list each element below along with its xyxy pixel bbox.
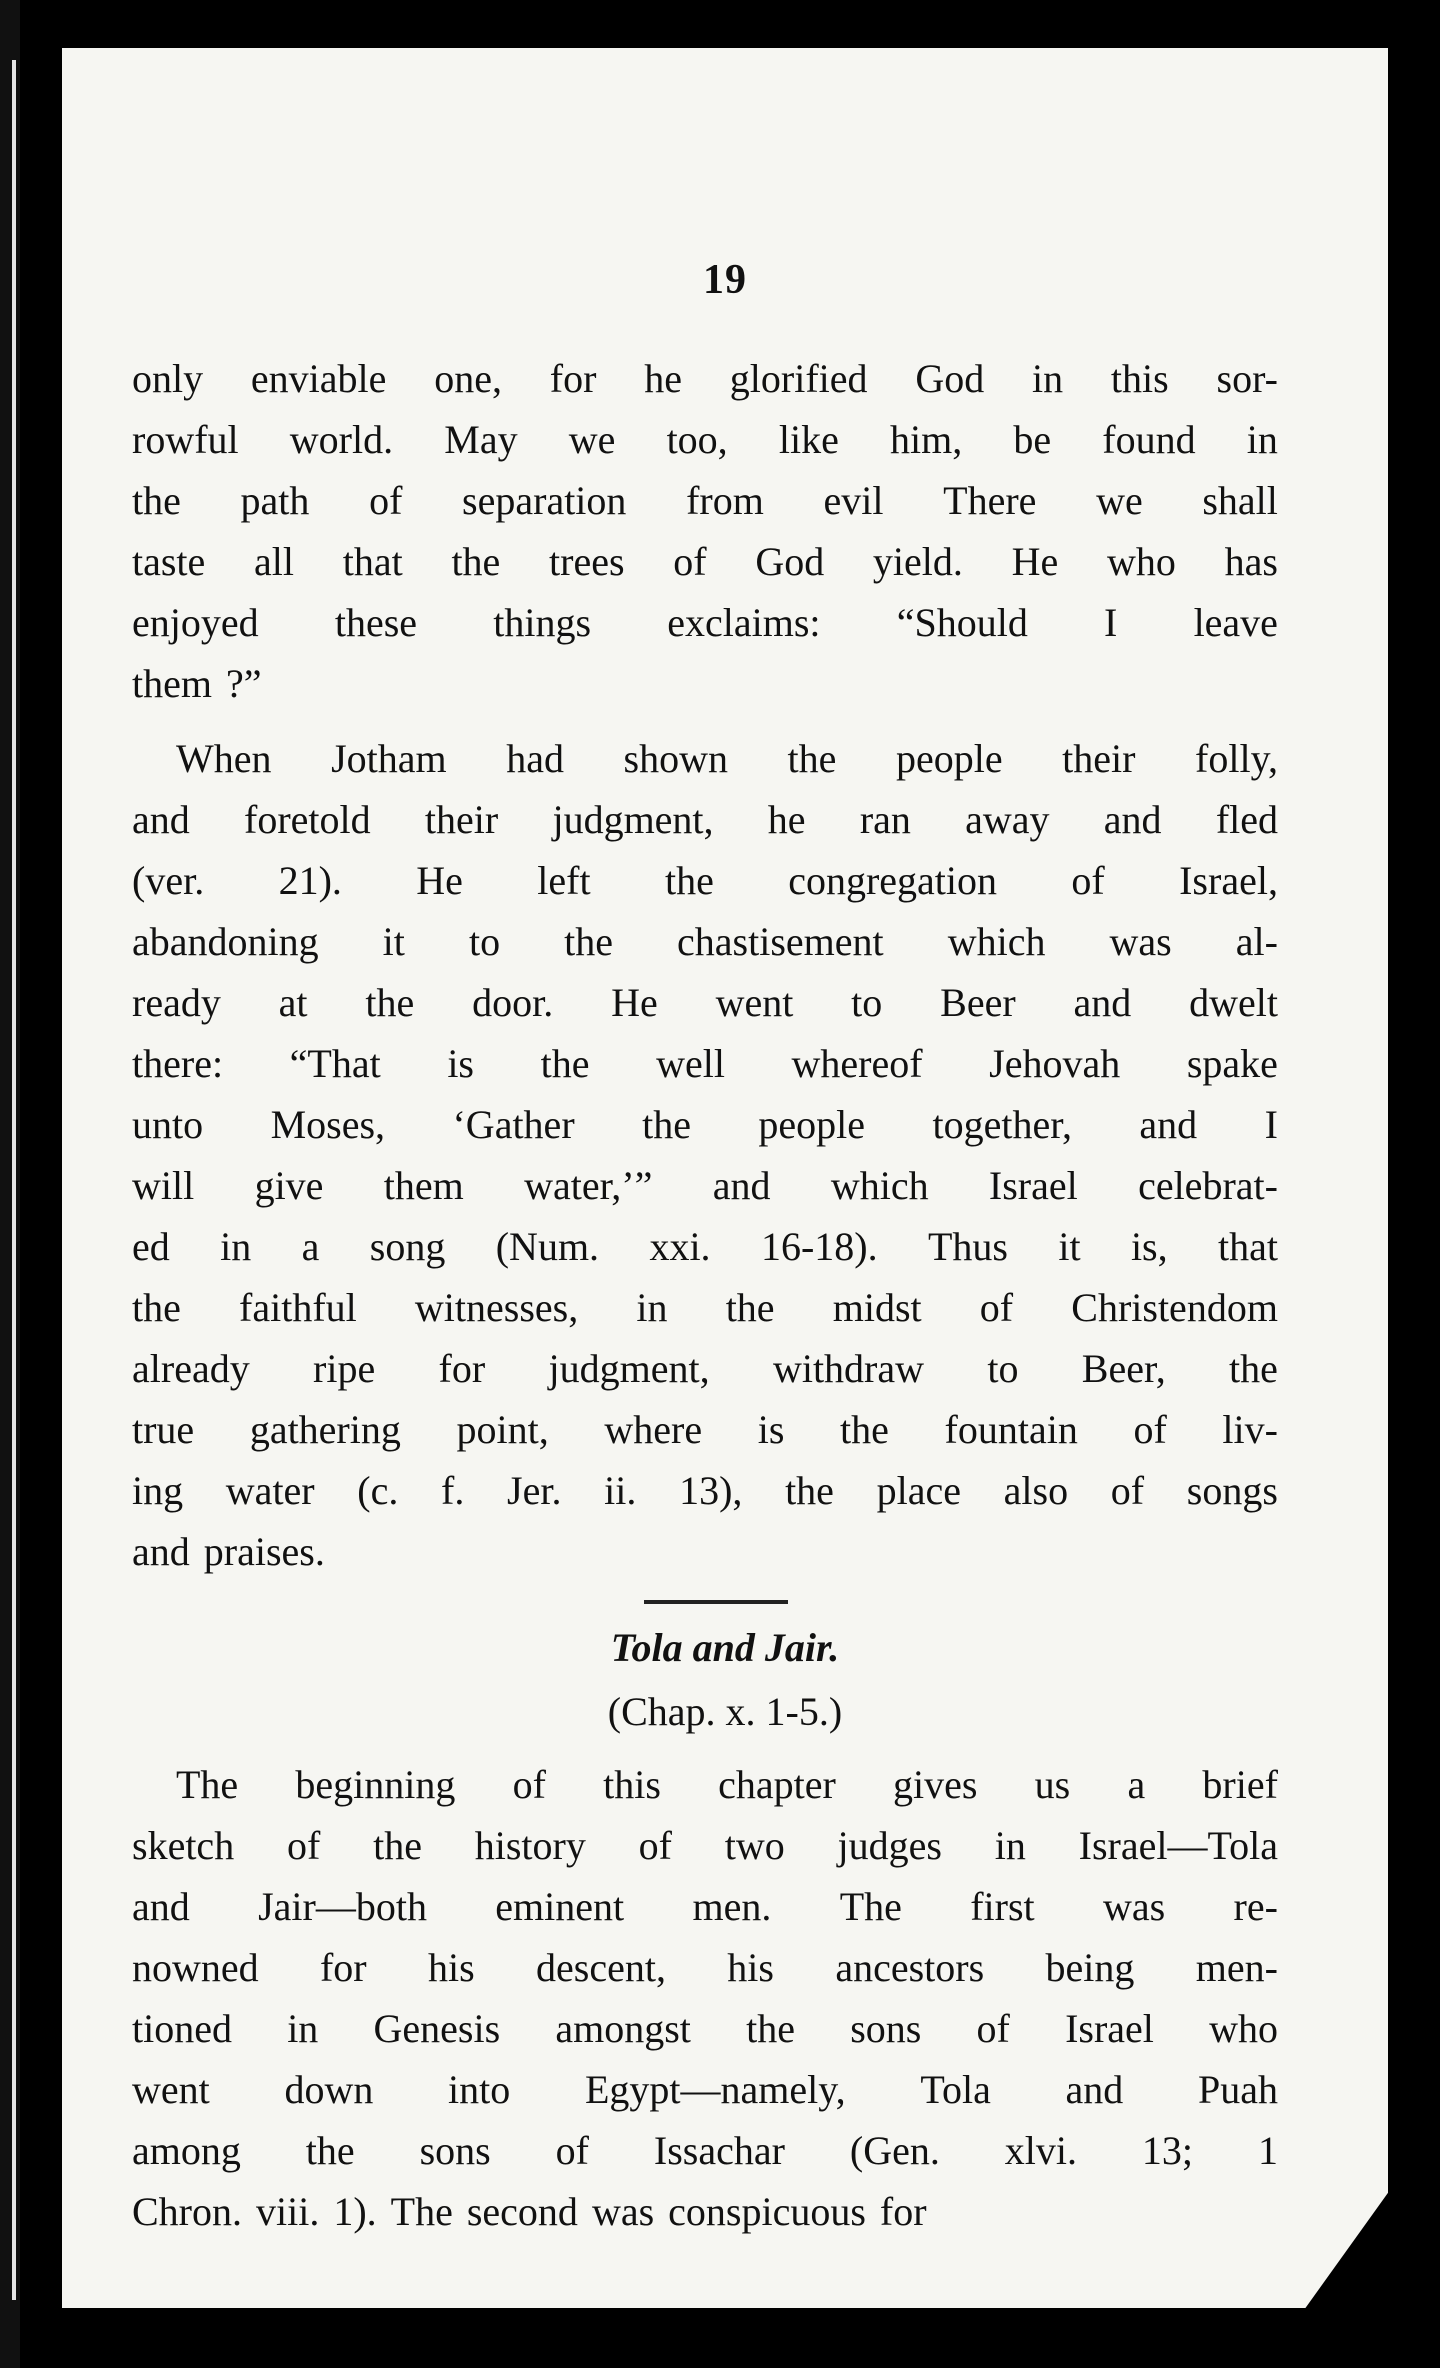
text-line: abandoning it to the chastisement which was al- <box>132 919 1278 964</box>
text-line: ed in a song (Num. xxi. 16-18). Thus it is, that <box>132 1224 1278 1269</box>
text-line: only enviable one, for he glorified God in this sor- <box>132 356 1278 401</box>
text-line: When Jotham had shown the people their folly, <box>176 736 1278 781</box>
text-line: and foretold their judgment, he ran away and fled <box>132 797 1278 842</box>
text-line: there: “That is the well whereof Jehovah spake <box>132 1041 1278 1086</box>
text-line: rowful world. May we too, like him, be found in <box>132 417 1278 462</box>
text-line: Chron. viii. 1). The second was conspicuous for <box>132 2189 927 2234</box>
text-line: nowned for his descent, his ancestors being men- <box>132 1945 1278 1990</box>
text-line: taste all that the trees of God yield. He who has <box>132 539 1278 584</box>
section-title: Tola and Jair. <box>610 1625 840 1670</box>
text-line: ing water (c. f. Jer. ii. 13), the place also of songs <box>132 1468 1278 1513</box>
text-line: the path of separation from evil There we shall <box>132 478 1278 523</box>
paragraph-1 <box>132 348 1278 714</box>
left-page-edge-line <box>12 60 16 2300</box>
text-line: ready at the door. He went to Beer and dwelt <box>132 980 1278 1025</box>
book-page <box>62 48 1388 2308</box>
text-line: tioned in Genesis amongst the sons of Israel who <box>132 2006 1278 2051</box>
text-line: true gathering point, where is the fountain of liv- <box>132 1407 1278 1452</box>
folded-corner <box>1304 2190 1390 2310</box>
text-line: (ver. 21). He left the congregation of Israel, <box>132 858 1278 903</box>
text-line: among the sons of Issachar (Gen. xlvi. 13; 1 <box>132 2128 1278 2173</box>
text-line: unto Moses, ‘Gather the people together, and I <box>132 1102 1278 1147</box>
text-line: enjoyed these things exclaims: “Should I leave <box>132 600 1278 645</box>
text-line: the faithful witnesses, in the midst of Christendom <box>132 1285 1278 1330</box>
paragraph-2 <box>132 728 1278 1582</box>
paragraph-3 <box>132 1754 1278 2242</box>
text-line: went down into Egypt—namely, Tola and Puah <box>132 2067 1278 2112</box>
left-page-edge <box>0 0 20 2368</box>
section-reference: (Chap. x. 1-5.) <box>607 1689 843 1734</box>
text-line: and Jair—both eminent men. The first was re- <box>132 1884 1278 1929</box>
section-divider <box>644 1600 788 1604</box>
text-line: will give them water,’” and which Israel celebrat- <box>132 1163 1278 1208</box>
text-line: The beginning of this chapter gives us a brief <box>176 1762 1278 1807</box>
text-line: them ?” <box>132 661 262 706</box>
text-line: already ripe for judgment, withdraw to Beer, the <box>132 1346 1278 1391</box>
text-line: sketch of the history of two judges in Israel—Tola <box>132 1823 1278 1868</box>
page-number: 19 <box>703 257 747 303</box>
text-line: and praises. <box>132 1529 325 1574</box>
